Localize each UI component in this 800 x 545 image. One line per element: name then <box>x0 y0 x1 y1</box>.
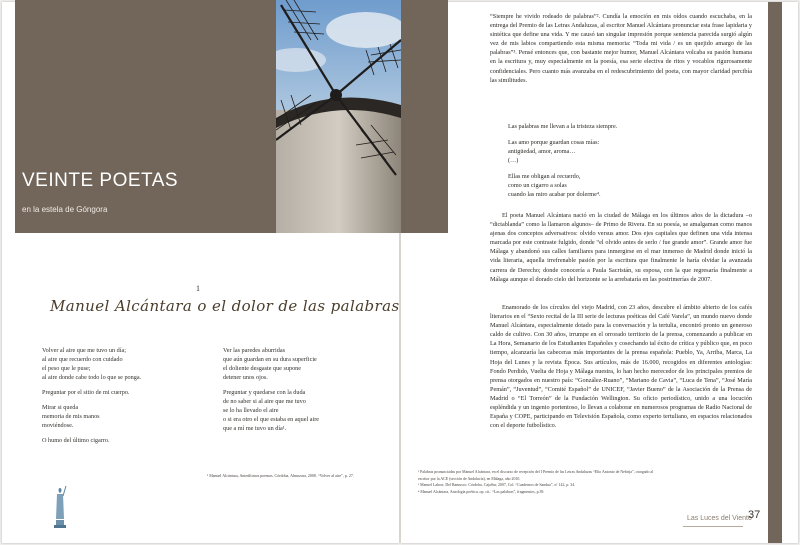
footnote: ⁴ Manuel Alcántara, Antología poética, op. cit.. “Las palabras”, fragmentos, p.39. <box>418 489 545 494</box>
poem-line: O humo del último cigarro. <box>42 437 110 444</box>
right-edge-bar <box>768 2 782 543</box>
poem-right-column <box>223 346 393 433</box>
windmill-photo <box>276 0 401 233</box>
quote-line: antigüedad, amor, aroma… <box>508 148 576 155</box>
quote-line: Ellas me obligan al recuerdo, <box>508 173 581 180</box>
intro-paragraph <box>490 12 752 92</box>
quote-line: Las palabras me llevan a la tristeza siempre. <box>508 123 618 130</box>
quote-line: (…) <box>508 157 519 164</box>
footnote-left: ¹ Manuel Alcántara, Anteúltimos poemas. Córdoba, Almuzara, 2008. “Volver al aire”, p. 27. <box>207 473 354 478</box>
poem-line: de no saber si al aire que me tuvo <box>223 398 306 405</box>
poem-line: Preguntar y quedarse con la duda <box>223 389 306 396</box>
statue-icon <box>52 484 68 528</box>
footnote: ³ Manuel Lahorr, Del Ramusco. Córdoba, CajaSur, 2007, Col. “Cuadernos de Sandua”, nº 142, p. 34. <box>418 483 576 487</box>
book-title: VEINTE POETAS <box>22 170 179 191</box>
poem-line: Ver las paredes aburridas <box>223 347 286 354</box>
poem-line: al aire donde cabe todo lo que se ponga. <box>42 374 142 381</box>
poem-line: Preguntar por el sitio de mi cuerpo. <box>42 389 130 396</box>
poem-line: el peso que le puse; <box>42 365 91 372</box>
poem-line: que a mí me tuvo un día¹. <box>223 425 287 432</box>
poem-line: detener unos ojos. <box>223 374 268 381</box>
quote-line: como un cigarro a solas <box>508 182 567 189</box>
poem-line: memoria de mis manos <box>42 413 100 420</box>
poem-line: al aire que recuerdo con cuidado <box>42 356 123 363</box>
poem-line: o si era otro el que estaba en aquel aire <box>223 416 320 423</box>
poem-line: el doliente desgaste que supone <box>223 365 302 372</box>
stanza-break <box>508 165 738 172</box>
quoted-poem <box>508 122 738 199</box>
chapter-number: 1 <box>196 284 200 293</box>
page-number: 37 <box>748 509 761 521</box>
stanza-break <box>508 131 738 138</box>
poem-line: moviéndose. <box>42 422 74 429</box>
footer-rule <box>683 526 743 527</box>
poem-line: se lo ha llevado el aire <box>223 407 279 414</box>
header-banner-right-edge <box>401 0 448 233</box>
footnote: ² Palabras pronunciadas por Manuel Alcántara, en el discurso de recepción del I Premio de las Letras Andaluzas “Elio Antonio de Nebrija”, otorgado al <box>418 470 654 474</box>
book-subtitle: en la estela de Góngora <box>22 205 108 214</box>
body-section-2 <box>490 211 752 291</box>
running-head: Las Luces del Viento <box>687 515 752 522</box>
paragraph: Enamorado de los círculos del viejo Madrid, con 23 años, descubre el ámbito abierto de los cafés literarios en el “Sexto recital de la III serie de lecturas poéticas del Café Varela”, un mundo nuevo donde Manuel Alcántara, especialmente dotado para la conversación y la tertulia, encontró pronto un generoso caldo de cultivo. Con 30 años, irrumpe en el orrorado territorio de la prensa, comenzando a publicar en La Hora, Semanario de los Estudiantes Españoles y cosechando tal éxito de crítica y público que, en poco tiempo, alcanzaría las cabeceras más importantes de la prensa española: Pueblo, Ya, Arriba, Marca, La Hoja del Lunes y la revista Época. Sus artículos, más de 16.000, recogidos en diferentes antologías: Fondo Perdido, Vuelta de Hoja y Málaga nuestra, lo han hecho merecedor de los principales premios de prensa otorgados en nuestro país: “González-Ruano”, “Mariano de Cavia”, “Luca de Tena”, “José María Pemán”, “Juventud”, “Comité Español” de UNICEF, “Javier Bueno” de la Asociación de la Prensa de Madrid o “El Torreón” de la Fundación Wellington. Su oficio periodístico, unido a una locución espléndida y un ingenio portentoso, lo llevan a colaborar en numerosos programas de Radio Nacional de España y COPE, participando en Televisión Española, como experto tertuliano, en espacios relacionados con el deporte futbolístico. <box>490 304 752 430</box>
poem-left-column <box>42 346 207 445</box>
poem-line: Mirar si queda <box>42 404 79 411</box>
windmill-illustration <box>276 0 401 233</box>
poem-line: que aún guardan en su dura superficie <box>223 356 317 363</box>
poem-line: Volver al aire que me tuvo un día; <box>42 347 126 354</box>
quote-line: Las amo porque guardan cosas mías: <box>508 139 600 146</box>
paragraph: “Siempre he vivido rodeado de palabras”². Cundía la emoción en mis oídos cuando escuchaba, en la entrega del Premio de las Letras Andaluzas, al escritor Manuel Alcántara pronunciar esta frase lapidaria y sintética que define una vida. Y me causó tan singular impresión porque sentencia parecida surgió algún vez de mis labios compartiendo esta misma memoria: “Toda mi vida / es un quejido amargo de las palabras”³. Pensé entonces que, con bastante mejor humor, Manuel Alcántara volcaba su pasión humana en la escritura y, muy especialmente en la poesía, esa serie electiva de ritos y vocablos rigurosamente confidenciales. Pero cuanto más avanzaba en el redescubrimiento del poeta, con mayor claridad percibía las similitudes. <box>490 13 752 84</box>
footnotes-right <box>418 469 738 495</box>
quote-line: cuando las miro acabar por dolerme⁴. <box>508 191 601 198</box>
paragraph: El poeta Manuel Alcántara nació en la ciudad de Málaga en los últimos años de la dictadura –o “dictablanda” como la llamaron algunos– de Primo de Rivera. En su poesía, se amalgaman como manos ajenas dos conceptos adversativos: olvido versus amor. Dos ejes capitales que definen una vida intensa marcada por este contraste fulgido, donde “el olvido antes de serlo / fue grande amor”. Grande amor fue Málaga y abandonó sus calles familiares para inmergirse en el mar inmenso de Madrid donde inició la vida literaria, aquella irrefrenable pasión por la escritura que finalmente le haría olvidar la avanzada carrera de Derecho; donde conocería a Paula Sacristán, su esposa, con la que regresaría finalmente a Málaga aunque el dorado cielo del horizonte se la arrebataría en las postrimerías de 2007. <box>490 212 752 283</box>
body-section-3 <box>490 303 752 437</box>
footnote: escritor por la ACE (sección de Andalucía), en Málaga, año 2010. <box>418 476 521 481</box>
chapter-title: Manuel Alcántara o el dolor de las palabras <box>50 297 400 315</box>
